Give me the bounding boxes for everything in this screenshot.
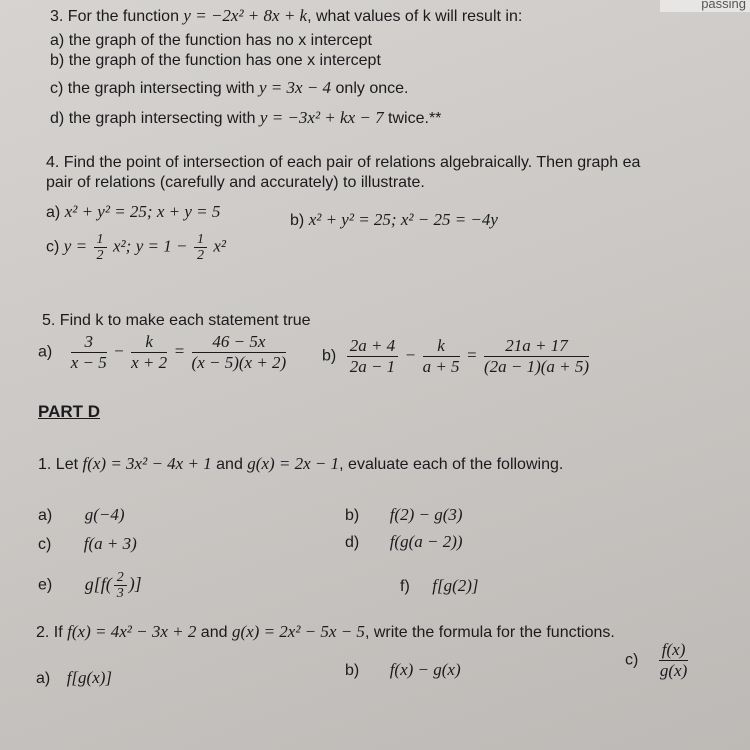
q5-a-minus: − <box>113 341 125 361</box>
partd-q1-a-math: g(−4) <box>84 505 125 524</box>
q3-part-d <box>50 108 441 128</box>
partd-q2-c-den: g(x) <box>659 661 688 680</box>
q3-part-d-text: the graph intersecting with <box>68 110 256 127</box>
partd-q2-f: f(x) = 4x² − 3x + 2 <box>67 622 197 641</box>
partd-q2-line <box>36 622 615 642</box>
partd-q1-e-den: 3 <box>116 586 124 601</box>
q3-part-d-math: y = −3x² + kx − 7 <box>259 108 384 127</box>
partd-q2-b-label: b) <box>345 662 360 679</box>
q4-c-x2b: x² <box>213 236 227 256</box>
partd-q1-c-label: c) <box>38 536 52 553</box>
partd-q2-b <box>345 660 461 680</box>
partd-q2-c <box>625 640 690 681</box>
partd-q1-intro: 1. Let <box>38 456 79 473</box>
q5-b-minus: − <box>404 345 417 365</box>
q5-title: 5. Find k to make each statement true <box>42 312 311 329</box>
partd-q1-g: g(x) = 2x − 1 <box>247 454 340 473</box>
q4-c-y: y = <box>63 236 88 256</box>
q5-a-frac3-num: 46 − 5x <box>192 332 287 353</box>
partd-q1-e-post: )] <box>128 573 142 594</box>
q3-function: y = −2x² + 8x + k <box>183 6 308 25</box>
partd-q1-tail: , evaluate each of the following. <box>339 456 564 473</box>
q3-part-b <box>50 52 381 70</box>
q4-c-frac2 <box>194 232 207 263</box>
q4-c-frac1 <box>94 232 107 263</box>
partd-q1-line <box>38 454 563 474</box>
partd-q2-intro: 2. If <box>36 624 63 641</box>
q5-a-frac1-den: x − 5 <box>70 353 107 372</box>
partd-q1-a-label: a) <box>38 507 53 524</box>
partd-q1-b <box>345 505 463 525</box>
partd-q1-d-math: f(g(a − 2)) <box>389 532 463 551</box>
q5-a-eq: = <box>173 341 186 361</box>
partd-q1-b-math: f(2) − g(3) <box>389 505 463 524</box>
partd-q1-e-frac <box>114 570 127 601</box>
partd-q2-a <box>36 668 112 688</box>
q5-a-frac2-num: k <box>131 332 167 353</box>
q5-b-frac2 <box>423 336 460 377</box>
partd-q2-a-math: f[g(x)] <box>66 668 113 687</box>
q5-a-label: a) <box>38 343 53 361</box>
q4-b-label: b) <box>290 212 305 229</box>
q3-part-d-tail: twice.** <box>388 110 442 127</box>
partd-q2-b-math: f(x) − g(x) <box>389 660 461 679</box>
q5-b-eq: = <box>466 345 478 365</box>
partd-q2-tail: , write the formula for the functions. <box>364 624 615 641</box>
q4-c-frac2-den: 2 <box>196 248 204 263</box>
q5-b-frac3-num: 21a + 17 <box>484 336 589 357</box>
q3-part-c <box>50 78 408 98</box>
q4-part-c <box>46 232 226 263</box>
q3-part-a-text: the graph of the function has no x intercept <box>68 32 372 49</box>
q4-line1: 4. Find the point of intersection of each pair of relations algebraically. Then graph ea <box>46 154 641 171</box>
q5-a-frac1 <box>71 332 107 373</box>
partd-heading: PART D <box>38 402 101 421</box>
q4-c-x2: x²; <box>112 236 132 256</box>
q5-a-frac3 <box>192 332 287 373</box>
partd-q2-c-frac <box>659 640 689 681</box>
q4-line2: pair of relations (carefully and accurately) to illustrate. <box>46 174 425 191</box>
q3-part-c-text: the graph intersecting with <box>67 80 255 97</box>
partd-q2-and: and <box>200 624 228 641</box>
partd-q1-e-num: 2 <box>114 570 127 586</box>
partd-q1-a <box>38 505 124 525</box>
partd-q2-c-num: f(x) <box>659 640 689 661</box>
partd-q1-f <box>400 576 479 596</box>
q3-part-a <box>50 32 372 50</box>
q5-b-frac1-num: 2a + 4 <box>347 336 398 357</box>
q5-b-label: b) <box>322 347 337 365</box>
q4-a-label: a) <box>46 204 61 221</box>
q5-a-frac3-den: (x − 5)(x + 2) <box>191 353 287 372</box>
partd-q1-e <box>38 570 142 601</box>
q4-part-a <box>46 202 220 222</box>
q4-c-frac1-num: 1 <box>94 232 107 248</box>
q3-intro: For the function <box>67 8 179 25</box>
partd-q1-c <box>38 534 137 554</box>
partd-q1-f-label: f) <box>400 578 410 595</box>
q5-b-frac1 <box>347 336 398 377</box>
partd-q1-and: and <box>216 456 243 473</box>
partd-q2-g: g(x) = 2x² − 5x − 5 <box>231 622 365 641</box>
partd-q1-f: f(x) = 3x² − 4x + 1 <box>82 454 212 473</box>
q5-a-frac2 <box>131 332 167 373</box>
q5-part-a <box>38 332 288 373</box>
q5-a-frac1-num: 3 <box>71 332 107 353</box>
q3-line <box>50 6 522 26</box>
partd-q1-e-label: e) <box>38 576 53 594</box>
q5-b-frac3 <box>484 336 589 377</box>
q3-part-c-math: y = 3x − 4 <box>259 78 332 97</box>
q3-part-b-label: b) <box>50 52 65 69</box>
q5-a-frac2-den: x + 2 <box>131 353 168 372</box>
q3-part-a-label: a) <box>50 32 65 49</box>
q3-part-d-label: d) <box>50 110 65 127</box>
partd-q1-f-math: f[g(2)] <box>432 576 479 595</box>
q4-c-frac1-den: 2 <box>96 248 104 263</box>
q5-b-frac1-den: 2a − 1 <box>349 357 396 376</box>
q3-number: 3. <box>50 8 64 25</box>
q3-part-c-label: c) <box>50 80 64 97</box>
q4-c-frac2-num: 1 <box>194 232 207 248</box>
q4-part-b <box>290 210 498 230</box>
partd-q1-c-math: f(a + 3) <box>83 534 137 553</box>
partd-q2-a-label: a) <box>36 670 51 687</box>
partd-q1-d <box>345 532 463 552</box>
q4-c-label: c) <box>46 238 60 256</box>
partd-q1-d-label: d) <box>345 534 360 551</box>
corner-text: passing <box>701 0 746 11</box>
q4-c-y2: y = 1 − <box>135 236 188 256</box>
q5-b-frac2-den: a + 5 <box>422 357 460 376</box>
partd-q1-e-pre: g[f( <box>84 573 112 594</box>
q3-part-c-tail: only once. <box>335 80 409 97</box>
q5-b-frac3-den: (2a − 1)(a + 5) <box>483 357 590 376</box>
q5-part-b <box>322 336 591 377</box>
q3-part-b-text: the graph of the function has one x intercept <box>68 52 381 69</box>
q5-b-frac2-num: k <box>423 336 460 357</box>
q3-tail: , what values of k will result in: <box>307 8 523 25</box>
q4-a-math: x² + y² = 25; x + y = 5 <box>64 202 221 221</box>
partd-q1-b-label: b) <box>345 507 360 524</box>
partd-q2-c-label: c) <box>625 651 639 669</box>
q4-b-math: x² + y² = 25; x² − 25 = −4y <box>308 210 498 229</box>
